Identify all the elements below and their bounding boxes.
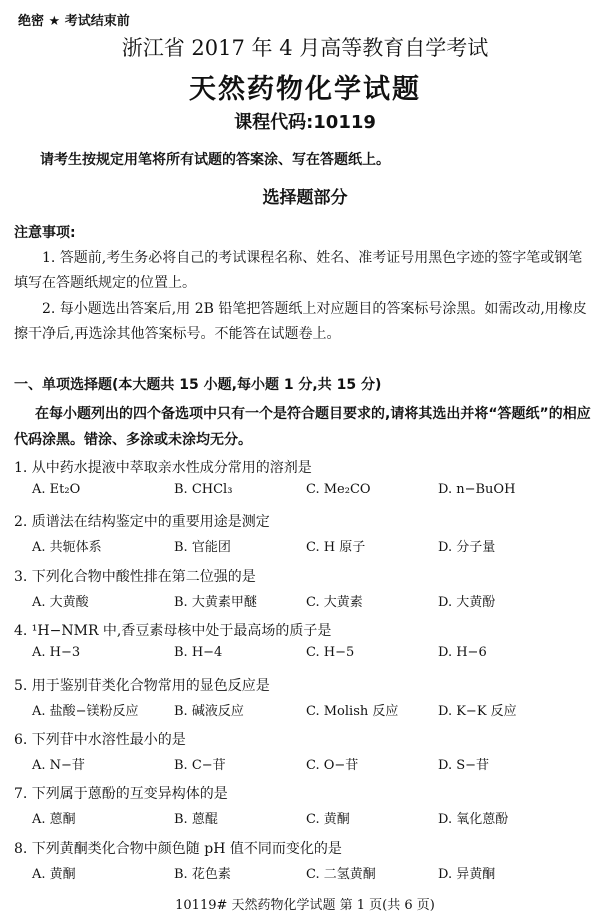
question-stem: 2. 质谱法在结构鉴定中的重要用途是测定	[14, 514, 270, 531]
page-footer: 10119# 天然药物化学试题 第 1 页(共 6 页)	[175, 898, 435, 913]
answer-option: B. H−4	[174, 645, 223, 661]
answer-option: A. Et₂O	[32, 482, 81, 497]
answer-option: C. H 原子	[306, 540, 366, 556]
exam-title: 浙江省 2017 年 4 月高等教育自学考试	[121, 36, 489, 60]
answer-option: D. S−苷	[438, 758, 490, 773]
answer-option: A. 大黄酸	[32, 594, 89, 610]
notes-heading: 注意事项:	[14, 225, 76, 241]
answer-option: D. H−6	[438, 645, 487, 661]
answer-option: A. 蒽酮	[32, 812, 76, 828]
question-stem: 3. 下列化合物中酸性排在第二位强的是	[14, 568, 256, 585]
question-stem: 6. 下列苷中水溶性最小的是	[14, 732, 186, 748]
answer-option: C. H−5	[306, 645, 355, 661]
note-item: 2. 每小题选出答案后,用 2B 铅笔把答题纸上对应题目的答案标号涂黑。如需改动,用橡皮擦干净后,再选涂其他答案标号。不能答在试题卷上。	[14, 301, 587, 342]
answer-option: C. 二氢黄酮	[306, 866, 376, 882]
answer-option: A. 盐酸−镁粉反应	[32, 703, 139, 719]
answer-option: A. 黄酮	[32, 866, 76, 882]
answer-option: B. 官能团	[174, 540, 231, 556]
answer-option: C. Me₂CO	[306, 482, 371, 497]
answer-option: D. n−BuOH	[438, 482, 516, 497]
answer-option: B. 花色素	[174, 866, 231, 882]
answer-option: B. 蒽醌	[174, 812, 218, 828]
answer-option: D. 异黄酮	[438, 866, 496, 882]
question-stem: 4. ¹H−NMR 中,香豆素母核中处于最高场的质子是	[14, 623, 332, 640]
paper-title: 天然药物化学试题	[189, 74, 421, 105]
confidential-label: 绝密 ★ 考试结束前	[18, 14, 130, 29]
answer-option: A. N−苷	[32, 758, 85, 773]
part-title: 选择题部分	[262, 188, 348, 208]
answer-option: B. 碱液反应	[174, 703, 244, 719]
section-description: 在每小题列出的四个备选项中只有一个是符合题目要求的,请将其选出并将“答题纸”的相应代码涂黑。错涂、多涂或未涂均无分。	[14, 406, 591, 448]
question-stem: 1. 从中药水提液中萃取亲水性成分常用的溶剂是	[14, 460, 312, 476]
question-stem: 7. 下列属于蒽酚的互变异构体的是	[14, 786, 228, 803]
answer-option: B. C−苷	[174, 758, 226, 773]
answer-option: D. 大黄酚	[438, 594, 496, 610]
section-heading: 一、单项选择题(本大题共 15 小题,每小题 1 分,共 15 分)	[14, 377, 382, 393]
answer-option: D. 分子量	[438, 540, 496, 556]
answer-option: B. CHCl₃	[174, 482, 233, 497]
question-stem: 8. 下列黄酮类化合物中颜色随 pH 值不同而变化的是	[14, 840, 342, 857]
answer-option: A. H−3	[32, 645, 81, 661]
answer-option: A. 共轭体系	[32, 540, 102, 556]
question-stem: 5. 用于鉴别苷类化合物常用的显色反应是	[14, 677, 270, 694]
answer-option: C. O−苷	[306, 758, 359, 773]
answer-option: D. K−K 反应	[438, 703, 517, 719]
answer-option: C. 黄酮	[306, 812, 350, 828]
answer-option: C. 大黄素	[306, 594, 363, 610]
answer-option: D. 氧化蒽酚	[438, 812, 509, 828]
answer-option: B. 大黄素甲醚	[174, 594, 257, 610]
note-item: 1. 答题前,考生务必将自己的考试课程名称、姓名、准考证号用黑色字迹的签字笔或钢笔填写在答题纸规定的位置上。	[14, 250, 583, 291]
course-code: 课程代码:10119	[234, 112, 376, 133]
answer-option: C. Molish 反应	[306, 703, 399, 719]
answer-instruction: 请考生按规定用笔将所有试题的答案涂、写在答题纸上。	[40, 152, 390, 168]
